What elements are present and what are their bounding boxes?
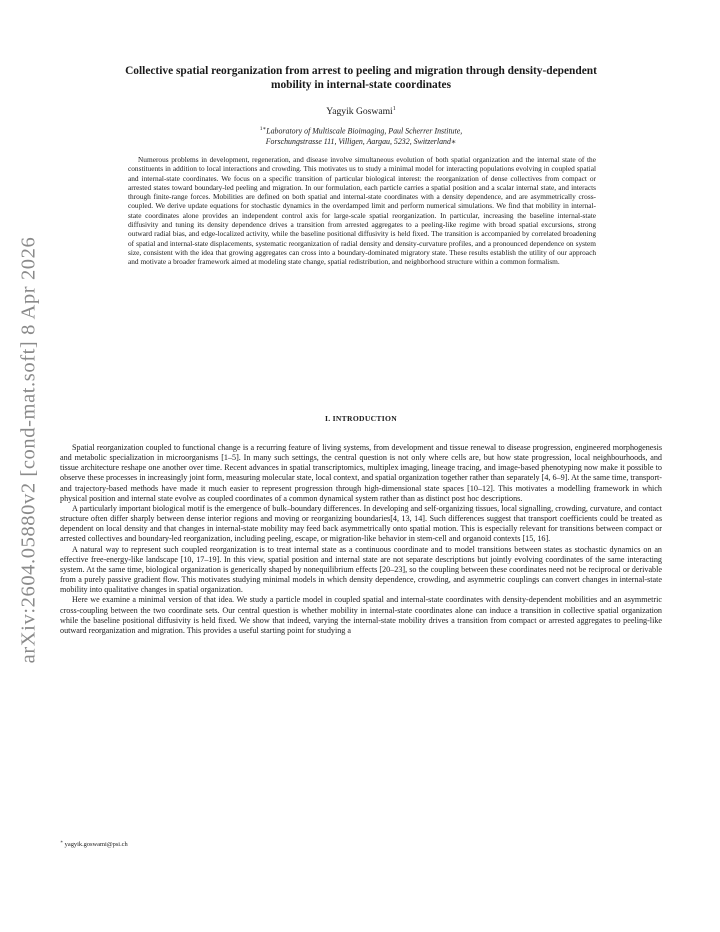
- footnote-email[interactable]: yagyik.goswami@psi.ch: [64, 841, 128, 849]
- affiliation-line-2: Forschungstrasse 111, Villigen, Aargau, 5232, Switzerland∗: [265, 137, 457, 147]
- body-paragraph: A particularly important biological motif is the emergence of bulk–boundary differences. In developing and self-organizing tissues, local signalling, crowding, curvature, and contact structure often differ sharply between dense interior regions and moving or reorganizing boundaries[4, 13, 14]. Such differences suggest that transport coefficients could be treated as dependent on local density and that changes in internal-state mobility may feed back asymmetrically onto spatial motion. This is especially relevant for transitions between compact or arrested collectives and boundary-led reorganization, including peeling, escape, or migration-like behavior in stem-cell and organoid contexts [15, 16].: [60, 503, 662, 544]
- section-heading-introduction: I. INTRODUCTION: [324, 414, 397, 423]
- title-line-1: Collective spatial reorganization from arrest to peeling and migration through density-dependent: [125, 65, 597, 77]
- affiliation-mark: 1∗: [259, 126, 267, 132]
- affiliation-line-1: Laboratory of Multiscale Bioimaging, Paul Scherrer Institute,: [266, 126, 463, 136]
- body-paragraph: Spatial reorganization coupled to functional change is a recurring feature of living systems, from development and tissue renewal to disease progression, engineered morphogenesis and metabolic specialization in microorganisms [1–5]. In many such settings, the central question is not only where cells are, but how state progression, local neighbourhoods, and tissue architecture reshape one another over time. Recent advances in spatial transcriptomics, multiplex imaging, lineage tracing, and image-based phenotyping now make it possible to observe these processes in increasingly joint form, measuring molecular state, local context, and spatial organization together rather than separately [4, 6–9]. At the same time, transport- and trajectory-based methods have made it much easier to represent progression through high-dimensional state spaces [10–12]. This motivates a modelling framework in which physical position and internal state evolve as coupled coordinates of a common dynamical system rather than as distinct post hoc descriptions.: [60, 443, 662, 503]
- body-paragraph: Here we examine a minimal version of that idea. We study a particle model in coupled spatial and internal-state coordinates with density-dependent mobilities and an asymmetric cross-coupling between the two coordinate sets. Our central question is whether mobility in internal-state coordinates alone can induce a transition in collective spatial organization while the baseline positional diffusivity is held fixed. We show that indeed, varying the internal-state mobility drives a transition from compact or arrested aggregates to peeling-like outward reorganization and migration. This provides a useful starting point for studying a: [60, 595, 662, 635]
- author-line: [60, 106, 662, 117]
- body-paragraph: A natural way to represent such coupled reorganization is to treat internal state as a continuous coordinate and to model transitions between states as stochastic dynamics on an effective free-energy-like landscape [10, 17–19]. In this view, spatial position and internal state are not separate descriptions but jointly evolving coordinates of the same interacting system. At the same time, biological organization is generically shaped by nonequilibrium effects [20–23], so the coupling between these coordinates need not be reciprocal or derivable from a purely passive gradient flow. This motivates studying minimal models in which density dependence, crowding, and asymmetric couplings can convert changes in internal-state mobility into qualitative changes in spatial organization.: [60, 544, 662, 595]
- title-line-2: mobility in internal-state coordinates: [270, 79, 452, 91]
- arxiv-identifier: arXiv:2604.05880v2 [cond-mat.soft] 8 Apr 2026: [17, 236, 40, 664]
- author-name: Yagyik Goswami: [326, 106, 393, 118]
- introduction-body: [60, 443, 662, 636]
- paper-title: [60, 64, 662, 92]
- author-affiliation-mark: 1: [392, 106, 396, 112]
- footnote: [60, 839, 128, 848]
- footnote-mark: ∗: [60, 839, 64, 844]
- affiliation: [60, 124, 662, 148]
- arxiv-sidebar-stamp: [14, 236, 44, 664]
- abstract: Numerous problems in development, regeneration, and disease involve simultaneous evolution of both spatial organization and the internal state of the constituents in addition to local interactions and crowding. This motivates us to study a minimal model for interacting populations evolving in coupled spatial and internal-state coordinates. We focus on a specific transition of particular biological interest: the reorganization of dense collectives from compact or arrested states toward boundary-led peeling and migration. In our formulation, each particle carries a spatial position and a scalar internal state, and interacts through finite-range forces. Mobilities are defined on both spatial and internal-state coordinates with a density dependence, and are asymmetrically cross-coupled. We derive update equations for stochastic dynamics in the overdamped limit and perform numerical simulations. We find that mobility in internal-state coordinates alone provides an independent control axis for large-scale spatial reorganization. In particular, increasing the baseline internal-state diffusivity and tuning its density dependence drives a transition from arrested aggregates to a peeling-like regime with broad spatial excursions, strong outward radial bias, and edge-localized activity, while the baseline positional diffusivity is held fixed. The transition is accompanied by correlated broadening of spatial and internal-state displacements, systematic reorganization of radial density and density-curvature profiles, and a pronounced dependence on system size, consistent with the idea that growing aggregates can cross into a boundary-dominated migratory state. These results establish the utility of our approach and motivate a broader framework aimed at modeling state change, spatial redistribution, and neighborhood structure within a common formalism.: [128, 155, 596, 267]
